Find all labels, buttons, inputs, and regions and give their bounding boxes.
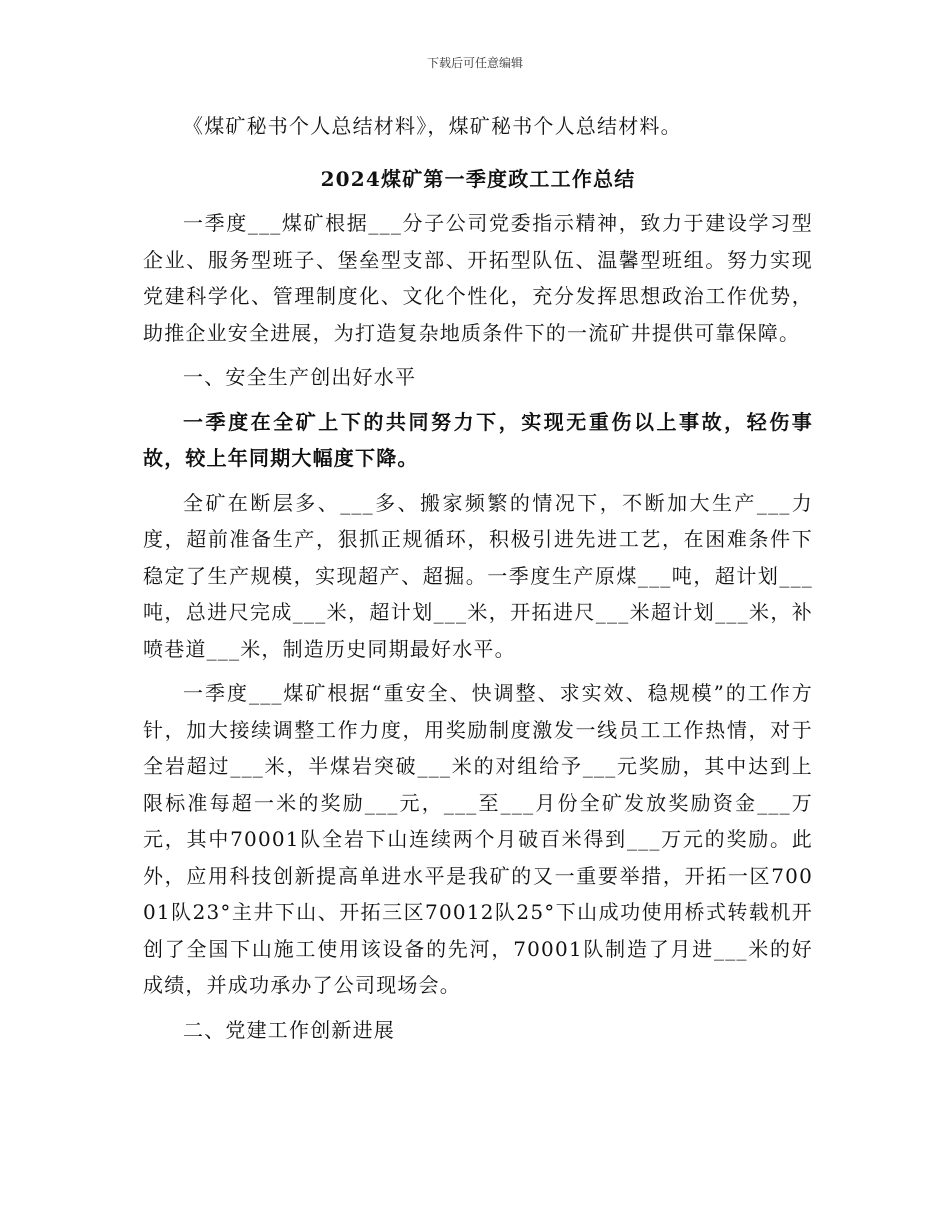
section-heading-safety: 一、安全生产创出好水平 bbox=[183, 365, 417, 389]
paragraph-incentives: 一季度___煤矿根据“重安全、快调整、求实效、稳规模”的工作方针，加大接续调整工作力度，用奖励制度激发一线员工工作热情，对于全岩超过___米，半煤岩突破___米的对组给予___元奖励，其中达到上限标准每超一米的奖励___元，___至___月份全矿发放奖励资金___万元，其中70001队全岩下山连续两个月破百米得到___万元的奖励。此外，应用科技创新提高单进水平是我矿的又一重要举措，开拓一区70001队23°主井下山、开拓三区70012队25°下山成功使用桥式转载机开创了全国下山施工使用该设备的先河，70001队制造了月进___米的好成绩，并成功承办了公司现场会。 bbox=[143, 681, 813, 997]
page-header: 下载后可任意编辑 bbox=[426, 56, 523, 70]
intro-paragraph: 《煤矿秘书个人总结材料》，煤矿秘书个人总结材料。 bbox=[183, 114, 682, 138]
document-title: 2024煤矿第一季度政工工作总结 bbox=[320, 166, 636, 191]
paragraph-overview: 一季度___煤矿根据___分子公司党委指示精神，致力于建设学习型企业、服务型班子、堡垒型支部、开拓型队伍、温馨型班组。努力实现党建科学化、管理制度化、文化个性化，充分发挥思想政治工作优势，助推企业安全进展，为打造复杂地质条件下的一流矿井提供可靠保障。 bbox=[143, 211, 813, 345]
paragraph-production: 全矿在断层多、___多、搬家频繁的情况下，不断加大生产___力度，超前准备生产，狠抓正规循环，积极引进先进工艺，在困难条件下稳定了生产规模，实现超产、超掘。一季度生产原煤___吨，超计划___吨，总进尺完成___米，超计划___米，开拓进尺___米超计划___米，补喷巷道___米，制造历史同期最好水平。 bbox=[143, 490, 813, 661]
bold-summary-paragraph: 一季度在全矿上下的共同努力下，实现无重伤以上事故，轻伤事故，较上年同期大幅度下降。 bbox=[143, 409, 813, 470]
section-heading-party-building: 二、党建工作创新进展 bbox=[183, 1017, 395, 1042]
document-body bbox=[143, 108, 813, 1048]
